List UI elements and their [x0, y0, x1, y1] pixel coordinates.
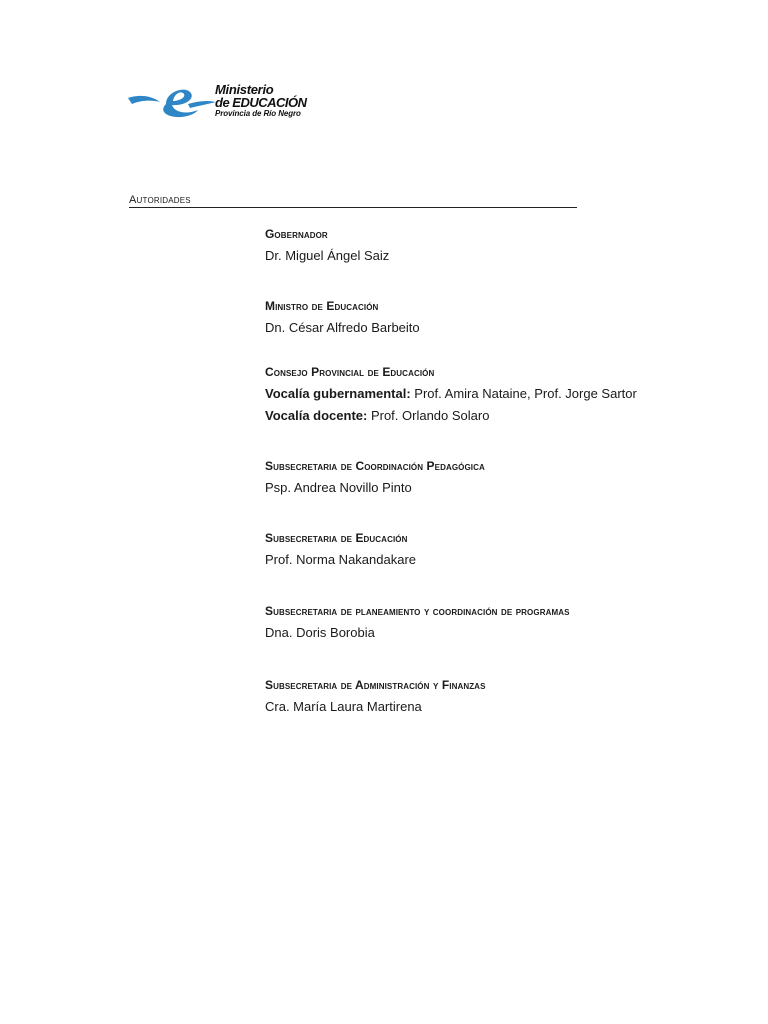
entry-consejo	[265, 365, 745, 423]
role-title: Subsecretaria de Administración y Finanzas	[265, 678, 486, 692]
logo-line-educacion: de EDUCACIÓN	[215, 95, 307, 110]
role-title: Gobernador	[265, 227, 328, 241]
vocalia-gubernamental-line	[265, 386, 745, 401]
entry-subsecretaria-planeamiento	[265, 604, 745, 640]
vocalia-docente-line	[265, 408, 745, 423]
vocalia-value: Prof. Orlando Solaro	[367, 408, 490, 423]
ministry-logo	[126, 80, 326, 122]
role-title: Consejo Provincial de Educación	[265, 365, 435, 379]
e-swoosh-icon	[126, 84, 218, 120]
logo-wordmark	[215, 83, 307, 118]
role-title: Subsecretaria de Educación	[265, 531, 408, 545]
entry-gobernador	[265, 227, 745, 263]
role-title: Subsecretaria de Coordinación Pedagógica	[265, 459, 485, 473]
person-name: Dr. Miguel Ángel Saiz	[265, 248, 390, 263]
person-name: Dna. Doris Borobia	[265, 625, 375, 640]
role-title: Ministro de Educación	[265, 299, 379, 313]
vocalia-value: Prof. Amira Nataine, Prof. Jorge Sartor	[410, 386, 637, 401]
role-title: Subsecretaria de planeamiento y coordinación de programas	[265, 604, 570, 618]
vocalia-label: Vocalía gubernamental:	[265, 386, 411, 401]
person-name: Cra. María Laura Martirena	[265, 699, 422, 714]
logo-line-provincia: Provincia de Río Negro	[215, 109, 301, 118]
person-name: Psp. Andrea Novillo Pinto	[265, 480, 412, 495]
section-heading-autoridades: Autoridades	[129, 193, 577, 208]
person-name: Dn. César Alfredo Barbeito	[265, 320, 420, 335]
entry-subsecretaria-educacion	[265, 531, 745, 567]
entry-ministro	[265, 299, 745, 335]
entry-subsecretaria-administracion	[265, 678, 745, 714]
logo-line-ministerio: Ministerio	[215, 82, 274, 97]
person-name: Prof. Norma Nakandakare	[265, 552, 417, 567]
vocalia-label: Vocalía docente:	[265, 408, 368, 423]
entry-subsecretaria-coordinacion	[265, 459, 745, 495]
